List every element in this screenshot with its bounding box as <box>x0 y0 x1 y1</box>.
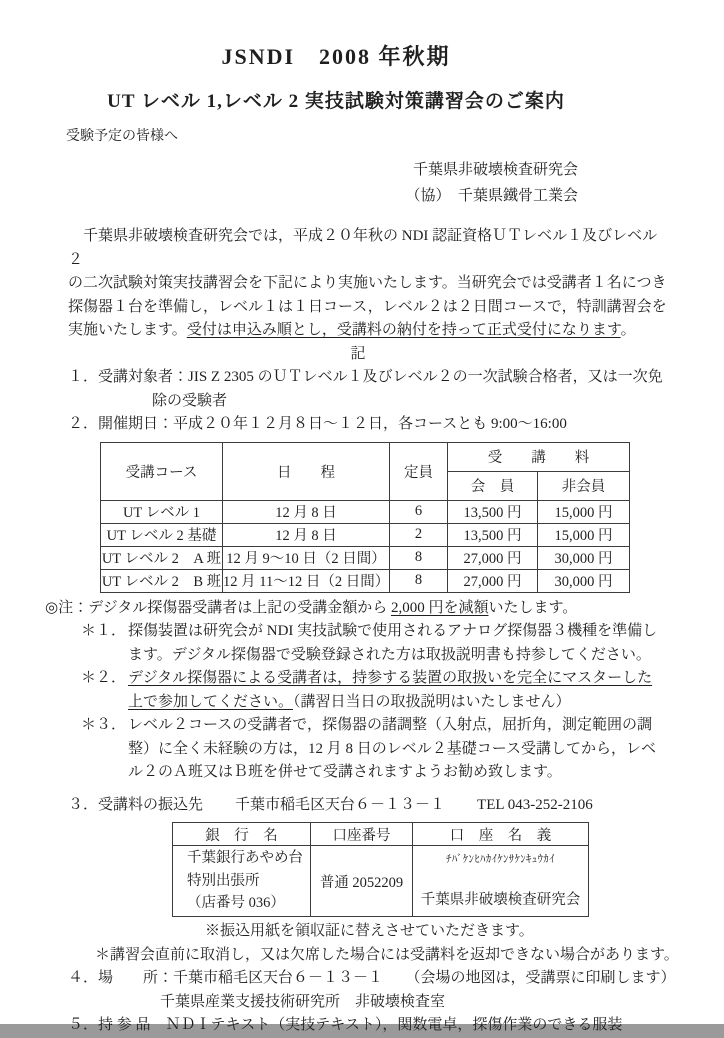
schedule-cell: 12 月 11～12 日（2 日間） <box>223 569 390 592</box>
discount-note-suffix: いたします。 <box>488 599 578 616</box>
note-2 <box>81 667 724 714</box>
member-fee-cell: 13,500 円 <box>448 500 538 523</box>
item-3-address: 千葉市稲毛区天台６－１３－１ <box>235 796 446 813</box>
account-no-cell: 普通 2052209 <box>311 846 413 917</box>
note-1-line-2: ます。デジタル探傷器で受験登録された方は取扱説明書も持参してください。 <box>128 646 651 663</box>
course-table-header-fee: 受 講 料 <box>448 442 630 471</box>
bank-table-header-account-name: 口 座 名 義 <box>413 823 589 846</box>
item-4-line-2: 千葉県産業支援技術研究所 非破壊検査室 <box>160 993 446 1010</box>
page-subtitle: UT レベル 1,レベル 2 実技試験対策講習会のご案内 <box>107 91 565 112</box>
schedule-cell: 12 月 8 日 <box>223 500 390 523</box>
course-table-header-capacity: 定員 <box>390 442 448 500</box>
bank-table-header-account-no: 口座番号 <box>311 823 413 846</box>
discount-note <box>45 597 724 621</box>
bank-name-cell <box>173 846 311 917</box>
nonmember-fee-cell: 30,000 円 <box>538 569 630 592</box>
course-table-header-nonmember: 非会員 <box>538 471 630 500</box>
course-cell: UT レベル 2 B 班 <box>101 569 223 592</box>
note-3-line-1: レベル２コースの受講者で，探傷器の諸調整（入射点，屈折角，測定範囲の調 <box>128 717 652 733</box>
salutation: 受験予定の皆様へ <box>66 129 178 144</box>
course-table <box>100 442 630 593</box>
note-1 <box>81 620 724 667</box>
course-table-row <box>101 500 630 523</box>
course-table-row <box>101 569 630 592</box>
note-1-line-1: 探傷装置は研究会が NDI 実技試験で使用されるアナログ探傷器３機種を準備し <box>128 623 658 639</box>
course-cell: UT レベル 2 基礎 <box>101 523 223 546</box>
item-3-tel: TEL 043-252-2106 <box>477 796 593 813</box>
course-table-header-schedule: 日 程 <box>223 442 390 500</box>
nonmember-fee-cell: 15,000 円 <box>538 500 630 523</box>
intro-paragraph <box>68 225 668 366</box>
course-cell: UT レベル 1 <box>101 500 223 523</box>
capacity-cell: 8 <box>390 569 448 592</box>
schedule-cell: 12 月 9～10 日（2 日間） <box>223 546 390 569</box>
intro-line4-normal: 実施いたします。 <box>68 322 187 338</box>
bank-name-line-3: （店番号 036） <box>187 895 285 912</box>
note-2-line-2-normal: （講習日当日の取扱説明はいたしません） <box>293 693 571 710</box>
bank-name-line-2: 特別出張所 <box>187 872 260 889</box>
item-2: ２．開催期日：平成２０年１２月８日～１２日，各コースとも 9:00～16:00 <box>68 416 567 432</box>
nonmember-fee-cell: 15,000 円 <box>538 523 630 546</box>
intro-line4-underlined: 受付は申込み順とし，受講料の納付を持って正式受付になります <box>186 322 621 338</box>
intro-line4-tail: 。 <box>620 322 636 338</box>
capacity-cell: 8 <box>390 546 448 569</box>
organization-block <box>0 157 578 209</box>
item-1-line-1: １．受講対象者：JIS Z 2305 のＵＴレベル１及びレベル２の一次試験合格者，又は一次免 <box>68 369 663 385</box>
member-fee-cell: 13,500 円 <box>448 523 538 546</box>
note-2-line-2-underlined: 上で参加してください。 <box>128 693 294 710</box>
note-2-marker: ＊２． <box>81 670 127 686</box>
member-fee-cell: 27,000 円 <box>448 569 538 592</box>
receipt-note: ※振込用紙を領収証に替えさせていただきます。 <box>205 923 534 939</box>
record-mark: 記 <box>350 345 366 362</box>
note-3 <box>81 714 724 785</box>
item-3-label: ３．受講料の振込先 <box>68 796 204 813</box>
note-3-marker: ＊３． <box>81 717 127 733</box>
account-name-cell <box>413 846 589 917</box>
title-block <box>0 0 724 113</box>
note-1-marker: ＊１． <box>81 623 127 639</box>
organization-name: 千葉県非破壊検査研究会 <box>412 162 578 178</box>
intro-line-2: の二次試験対策実技講習会を下記により実施いたします。当研究会では受講者１名につき <box>68 275 667 291</box>
course-table-header-member: 会 員 <box>448 471 538 500</box>
note-3-line-2: 整）に全く未経験の方は，12 月 8 日のレベル２基礎コース受講してから，レベ <box>128 740 657 757</box>
item-1-line-2: 除の受験者 <box>152 392 228 409</box>
capacity-cell: 6 <box>390 500 448 523</box>
member-fee-cell: 27,000 円 <box>448 546 538 569</box>
page-title: JSNDI 2008 年秋期 <box>221 44 451 69</box>
bank-table <box>172 822 589 917</box>
course-table-row <box>101 546 630 569</box>
schedule-cell: 12 月 8 日 <box>223 523 390 546</box>
course-table-row <box>101 523 630 546</box>
item-3 <box>68 794 724 818</box>
course-cell: UT レベル 2 A 班 <box>101 546 223 569</box>
intro-line-4 <box>68 319 668 343</box>
co-organizer-name: （協） 千葉県鐵骨工業会 <box>405 188 578 204</box>
discount-note-underlined: 2,000 円を減額 <box>390 599 489 616</box>
note-3-line-3: ル２のＡ班又はＢ班を併せて受講されますようお勧め致します。 <box>128 764 562 780</box>
course-table-header-course: 受講コース <box>101 442 223 500</box>
item-4-line-1: ４．場 所：千葉市稲毛区天台６－１３－１ （会場の地図は，受講票に印刷します） <box>68 970 676 986</box>
item-5: ５．持 参 品 ＮＤＩテキスト（実技テキスト），関数電卓，探傷作業のできる服装 <box>68 1017 623 1033</box>
account-name: 千葉県非破壊検査研究会 <box>420 892 581 908</box>
capacity-cell: 2 <box>390 523 448 546</box>
discount-note-prefix: ◎注：デジタル探傷器受講者は上記の受講金額から <box>45 599 391 616</box>
cancel-note: ＊講習会直前に取消し，又は欠席した場合には受講料を返却できない場合があります。 <box>95 946 679 963</box>
note-2-line-2 <box>128 691 652 715</box>
account-name-kana: ﾁﾊﾞｹﾝﾋﾊｶｲｹﾝｻｹﾝｷｭｳｶｲ <box>446 854 555 865</box>
bank-name-line-1: 千葉銀行あやめ台 <box>187 850 303 867</box>
note-2-line-1: デジタル探傷器による受講者は，持参する装置の取扱いを完全にマスターした <box>128 670 653 686</box>
nonmember-fee-cell: 30,000 円 <box>538 546 630 569</box>
intro-line-3: 探傷器１台を準備し，レベル１は１日コース，レベル２は２日間コースで，特訓講習会を <box>68 298 667 315</box>
bank-table-header-bank: 銀 行 名 <box>173 823 311 846</box>
intro-line-1: 千葉県非破壊検査研究会では，平成２０年秋の NDI 認証資格ＵＴレベル１及びレベル２ <box>68 228 658 268</box>
